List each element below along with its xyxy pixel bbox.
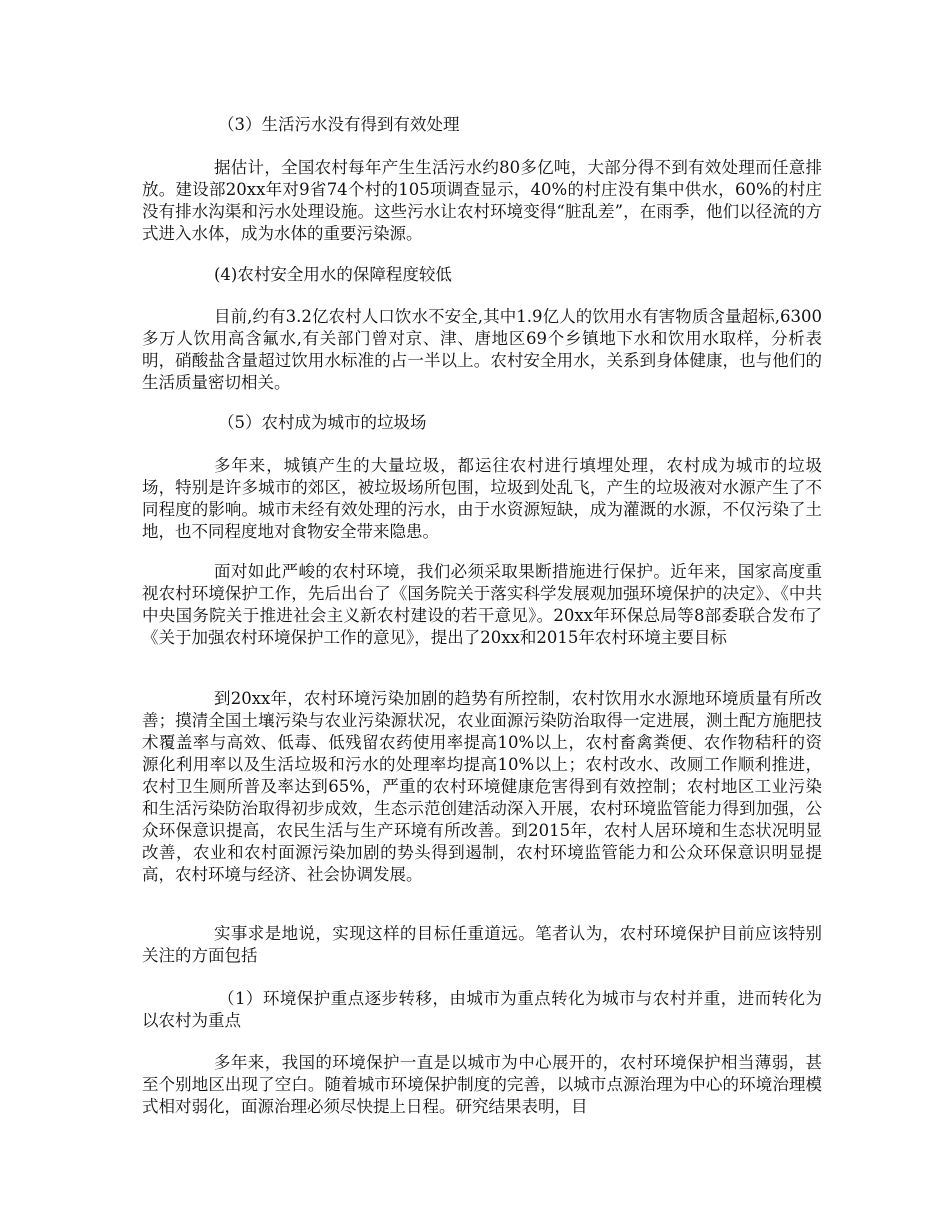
paragraph-policy: 面对如此严峻的农村环境，我们必须采取果断措施进行保护。近年来，国家高度重视农村环境保护工作，先后出台了《国务院关于落实科学发展观加强环境保护的决定》、《中共中央国务院关于推进社会主义新农村建设的若干意见》。20xx年环保总局等8部委联合发布了《关于加强农村环境保护工作的意见》，提出了20xx和2015年农村环境主要目标 — [142, 562, 822, 647]
paragraph-garbage: 多年来，城镇产生的大量垃圾，都运往农村进行填埋处理，农村成为城市的垃圾场，特别是许多城市的郊区，被垃圾场所包围，垃圾到处乱飞，产生的垃圾液对水源产生了不同程度的影响。城市未经有效处理的污水，由于水资源短缺，成为灌溉的水源，不仅污染了土地，也不同程度地对食物安全带来隐患。 — [142, 456, 822, 541]
paragraph-conclusion: 实事求是地说，实现这样的目标任重道远。笔者认为，农村环境保护目前应该特别关注的方面包括 — [142, 924, 822, 965]
section-heading-sewage: （3）生活污水没有得到有效处理 — [218, 115, 460, 134]
paragraph-sewage: 据估计，全国农村每年产生生活污水约80多亿吨，大部分得不到有效处理而任意排放。建设部20xx年对9省74个村的105项调查显示，40%的村庄没有集中供水，60%的村庄没有排水沟渠和污水处理设施。这些污水让农村环境变得“脏乱差”，在雨季，他们以径流的方式进入水体，成为水体的重要污染源。 — [142, 158, 822, 243]
section-heading-focus-shift: （1）环境保护重点逐步转移，由城市为重点转化为城市与农村并重，进而转化为以农村为重点 — [142, 989, 822, 1030]
paragraph-focus-shift: 多年来，我国的环境保护一直是以城市为中心展开的，农村环境保护相当薄弱，甚至个别地区出现了空白。随着城市环境保护制度的完善，以城市点源治理为中心的环境治理模式相对弱化，面源治理必须尽快提上日程。研究结果表明，目 — [142, 1053, 822, 1116]
paragraph-water-safety: 目前,约有3.2亿农村人口饮水不安全,其中1.9亿人的饮用水有害物质含量超标,6300多万人饮用高含氟水,有关部门曾对京、津、唐地区69个乡镇地下水和饮用水取样，分析表明，硝酸盐含量超过饮用水标准的占一半以上。农村安全用水，关系到身体健康，也与他们的生活质量密切相关。 — [142, 307, 822, 392]
paragraph-goals: 到20xx年，农村环境污染加剧的趋势有所控制，农村饮用水水源地环境质量有所改善；摸清全国土壤污染与农业污染源状况，农业面源污染防治取得一定进展，测土配方施肥技术覆盖率与高效、低毒、低残留农药使用率提高10%以上，农村畜禽粪便、农作物秸秆的资源化利用率以及生活垃圾和污水的处理率均提高10%以上；农村改水、改厕工作顺利推进，农村卫生厕所普及率达到65%，严重的农村环境健康危害得到有效控制；农村地区工业污染和生活污染防治取得初步成效，生态示范创建活动深入开展，农村环境监管能力得到加强，公众环保意识提高，农民生活与生产环境有所改善。到2015年，农村人居环境和生态状况明显改善，农业和农村面源污染加剧的势头得到遏制，农村环境监管能力和公众环保意识明显提高，农村环境与经济、社会协调发展。 — [142, 689, 822, 884]
section-heading-garbage: （5）农村成为城市的垃圾场 — [218, 413, 427, 432]
section-heading-water-safety: (4)农村安全用水的保障程度较低 — [214, 265, 452, 284]
